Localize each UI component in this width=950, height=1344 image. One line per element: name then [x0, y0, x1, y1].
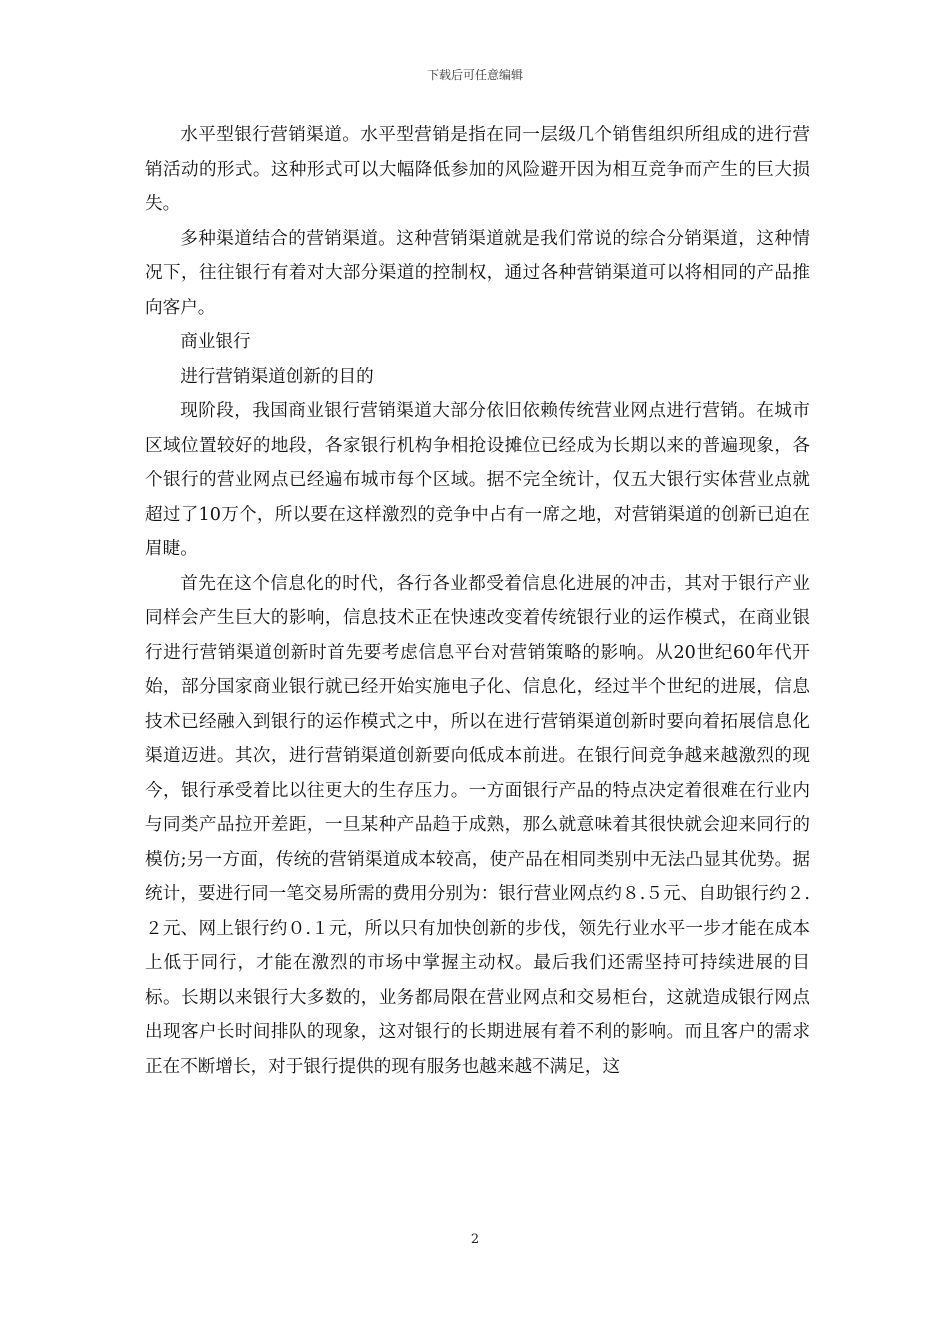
document-body: [145, 118, 810, 1084]
paragraph-multi-channel: 多种渠道结合的营销渠道。这种营销渠道就是我们常说的综合分销渠道，这种情况下，往往银行有着对大部分渠道的控制权，通过各种营销渠道可以将相同的产品推向客户。: [145, 228, 810, 318]
page-number: 2: [470, 1232, 480, 1247]
section-heading-commercial-bank: 商业银行: [180, 332, 251, 352]
paragraph-current-stage: 现阶段，我国商业银行营销渠道大部分依旧依赖传统营业网点进行营销。在城市区域位置较好的地段，各家银行机构争相抢设摊位已经成为长期以来的普遍现象，各个银行的营业网点已经遍布城市每个区域。据不完全统计，仅五大银行实体营业点就超过了10万个，所以要在这样激烈的竞争中占有一席之地，对营销渠道的创新已迫在眉睫。: [145, 401, 810, 559]
paragraph-horizontal-channel: 水平型银行营销渠道。水平型营销是指在同一层级几个销售组织所组成的进行营销活动的形式。这种形式可以大幅降低参加的风险避开因为相互竞争而产生的巨大损失。: [145, 125, 810, 214]
page-header: 下载后可任意编辑: [426, 68, 523, 82]
section-heading-innovation-purpose: 进行营销渠道创新的目的: [180, 366, 374, 387]
paragraph-information-age: 首先在这个信息化的时代，各行各业都受着信息化进展的冲击，其对于银行产业同样会产生巨大的影响，信息技术正在快速改变着传统银行业的运作模式，在商业银行进行营销渠道创新时首先要考虑信息平台对营销策略的影响。从20世纪60年代开始，部分国家商业银行就已经开始实施电子化、信息化，经过半个世纪的进展，信息技术已经融入到银行的运作模式之中，所以在进行营销渠道创新时要向着拓展信息化渠道迈进。其次，进行营销渠道创新要向低成本前进。在银行间竞争越来越激烈的现今，银行承受着比以往更大的生存压力。一方面银行产品的特点决定着很难在行业内与同类产品拉开差距，一旦某种产品趋于成熟，那么就意味着其很快就会迎来同行的模仿;另一方面，传统的营销渠道成本较高，使产品在相同类别中无法凸显其优势。据统计，要进行同一笔交易所需的费用分别为：银行营业网点约８.５元、自助银行约２.２元、网上银行约０.１元，所以只有加快创新的步伐，领先行业水平一步才能在成本上低于同行，才能在激烈的市场中掌握主动权。最后我们还需坚持可持续进展的目标。长期以来银行大多数的，业务都局限在营业网点和交易柜台，这就造成银行网点出现客户长时间排队的现象，这对银行的长期进展有着不利的影响。而且客户的需求正在不断增长，对于银行提供的现有服务也越来越不满足，这: [145, 573, 810, 1077]
